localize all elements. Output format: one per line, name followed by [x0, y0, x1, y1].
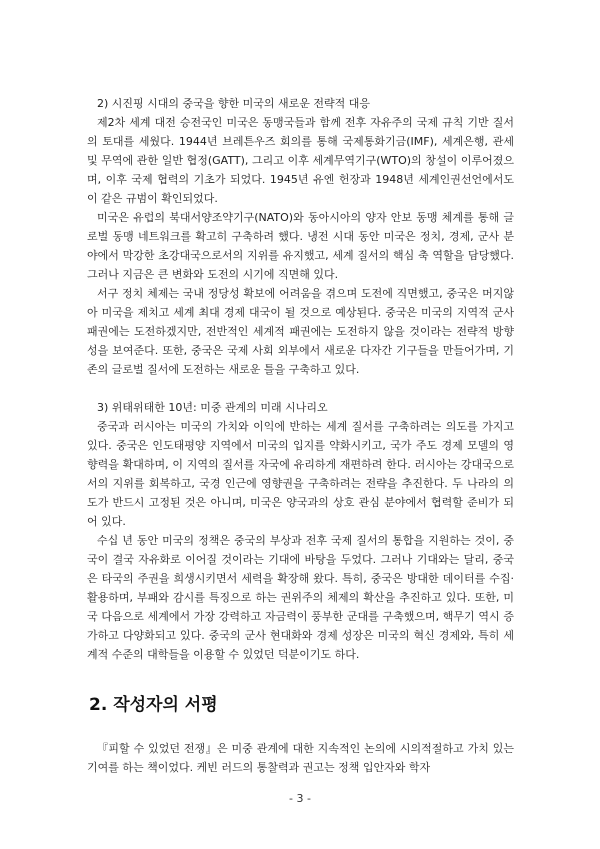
- paragraph: 미국은 유럽의 북대서양조약기구(NATO)와 동아시아의 양자 안보 동맹 체계를 통해 글로벌 동맹 네트워크를 확고히 구축하려 했다. 냉전 시대 동안 미국은 정치, 경제, 군사 분야에서 막강한 초강대국으로서의 지위를 유지했고, 세계 질서의 핵심 축 역할을 담당했다. 그러나 지금은 큰 변화와 도전의 시기에 직면해 있다.: [87, 211, 514, 281]
- paragraph: 『피할 수 있었던 전쟁』은 미중 관계에 대한 지속적인 논의에 시의적절하고 가치 있는 기여를 하는 책이었다. 케빈 러드의 통찰력과 권고는 정책 입안자와 학자: [87, 742, 514, 774]
- page-number: - 3 -: [289, 792, 311, 805]
- paragraph: 서구 정치 체제는 국내 정당성 확보에 어려움을 겪으며 도전에 직면했고, 중국은 머지않아 미국을 제치고 세계 최대 경제 대국이 될 것으로 예상된다. 중국은 미국의 지역적 군사 패권에는 도전하겠지만, 전반적인 세계적 패권에는 도전하지 않을 것이라는 전략적 방향성을 보여준다. 또한, 중국은 국제 사회 외부에서 새로운 다자간 기구들을 만들어가며, 기존의 글로벌 질서에 도전하는 새로운 틀을 구축하고 있다.: [87, 287, 514, 376]
- subsection-heading-future-scenarios: 3) 위태위태한 10년: 미중 관계의 미래 시나리오: [97, 401, 328, 414]
- paragraph: 제2차 세계 대전 승전국인 미국은 동맹국들과 함께 전후 자유주의 국제 규칙 기반 질서의 토대를 세웠다. 1944년 브레튼우즈 회의를 통해 국제통화기금(IMF), 세계은행, 관세 및 무역에 관한 일반 협정(GATT), 그리고 이후 세계무역기구(WTO)의 창설이 이루어졌으며, 이후 국제 협력의 기초가 되었다. 1945년 유엔 헌장과 1948년 세계인권선언에서도 이 같은 규범이 확인되었다.: [87, 116, 514, 205]
- paragraph: 중국과 러시아는 미국의 가치와 이익에 반하는 세계 질서를 구축하려는 의도를 가지고 있다. 중국은 인도태평양 지역에서 미국의 입지를 약화시키고, 국가 주도 경제 모델의 영향력을 확대하며, 이 지역의 질서를 자국에 유리하게 재편하려 한다. 러시아는 강대국으로서의 지위를 회복하고, 국경 인근에 영향권을 구축하려는 전략을 추진한다. 두 나라의 의도가 반드시 고정된 것은 아니며, 미국은 양국과의 상호 관심 분야에서 협력할 준비가 되어 있다.: [87, 420, 514, 528]
- section-title-review: 2. 작성자의 서평: [89, 695, 218, 715]
- spacer: [87, 379, 514, 398]
- subsection-heading-strategic-response: 2) 시진핑 시대의 중국을 향한 미국의 새로운 전략적 대응: [97, 97, 371, 110]
- paragraph: 수십 년 동안 미국의 정책은 중국의 부상과 전후 국제 질서의 통합을 지원하는 것이, 중국이 결국 자유화로 이어질 것이라는 기대에 바탕을 두었다. 그러나 기대와는 달리, 중국은 타국의 주권을 희생시키면서 세력을 확장해 왔다. 특히, 중국은 방대한 데이터를 수집·활용하며, 부패와 감시를 특징으로 하는 권위주의 체제의 확산을 추진하고 있다. 또한, 미국 다음으로 세계에서 가장 강력하고 자금력이 풍부한 군대를 구축했으며, 핵무기 역시 증가하고 다양화되고 있다. 중국의 군사 현대화와 경제 성장은 미국의 혁신 경제와, 특히 세계적 수준의 대학들을 이용할 수 있었던 덕분이기도 하다.: [87, 534, 514, 661]
